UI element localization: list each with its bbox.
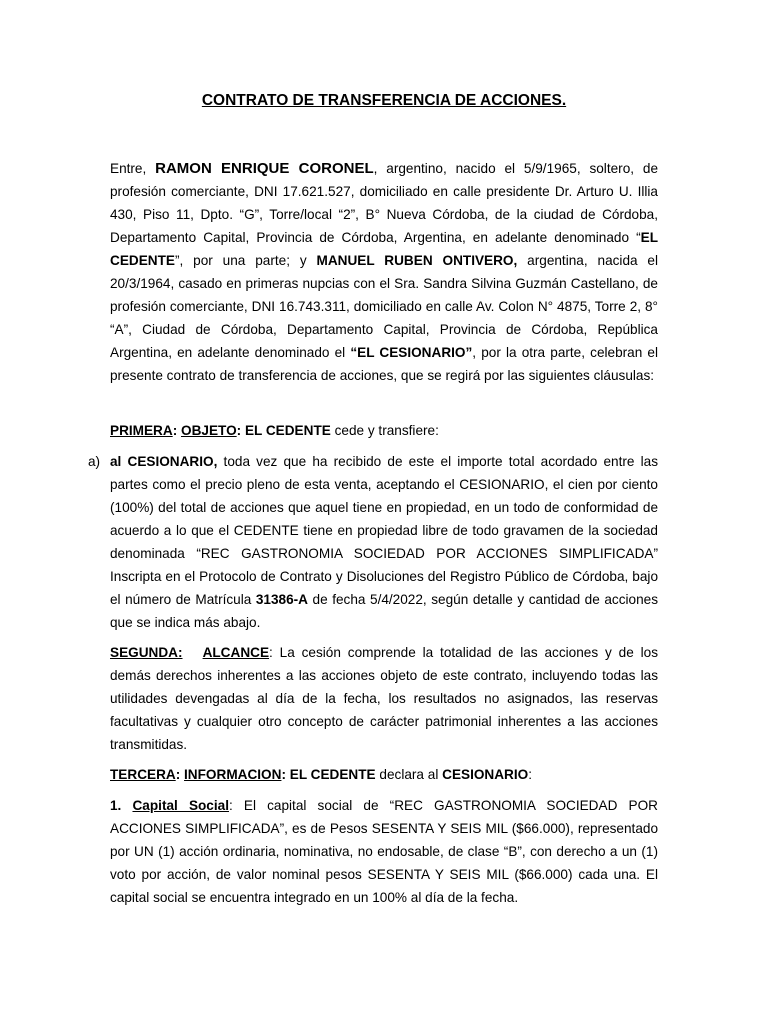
text-segment: ”, por una parte; y bbox=[174, 253, 317, 268]
clause-title: OBJETO bbox=[181, 423, 237, 438]
clause-tercera-heading bbox=[110, 763, 658, 786]
cedente-name: RAMON ENRIQUE CORONEL bbox=[155, 160, 374, 177]
item-title: Capital Social bbox=[132, 798, 229, 813]
matricula-number: 31386-A bbox=[255, 592, 309, 607]
text-segment: CESIONARIO bbox=[442, 767, 529, 782]
cesionario-name: MANUEL RUBEN ONTIVERO, bbox=[316, 253, 518, 268]
list-marker: a) bbox=[88, 454, 101, 469]
text-segment: : EL CEDENTE bbox=[236, 423, 331, 438]
text-segment: declara al bbox=[375, 767, 443, 782]
text-segment: : La cesión comprende la totalidad de las acciones y de los demás derechos inherentes a las acciones objeto de este contrato, incluyendo todas las utilidades devengadas al día de la fecha, los resultados no asignados, las reservas facultativas y cualquier otro concepto de carácter patrimonial inherentes a las acciones transmitidas. bbox=[110, 645, 658, 752]
text-segment: : bbox=[175, 767, 185, 782]
clause-number: TERCERA bbox=[110, 767, 176, 782]
text-segment: : bbox=[172, 423, 181, 438]
text-segment: toda vez que ha recibido de este el importe total acordado entre las partes como el precio pleno de esta venta, aceptando el CESIONARIO, el cien por ciento (100%) del total de acciones que aquel tiene en propiedad, en un todo de conformidad de acuerdo a lo que el CEDENTE tiene en propiedad libre de todo gravamen de la sociedad denominada “REC GASTRONOMIA SOCIEDAD POR ACCIONES SIMPLIFICADA” Inscripta en el Protocolo de Contrato y Disoluciones del Registro Público de Córdoba, bajo el número de Matrícula bbox=[110, 454, 659, 607]
text-segment: Entre, bbox=[110, 161, 156, 176]
item-number: 1. bbox=[110, 798, 133, 813]
text-segment: de fecha 5/4/2022, según detalle y cantidad de acciones que se indica más abajo. bbox=[110, 592, 658, 630]
clause-segunda bbox=[110, 641, 658, 756]
text-segment: : El capital social de “REC GASTRONOMIA SOCIEDAD POR ACCIONES SIMPLIFICADA”, es de Pesos SESENTA Y SEIS MIL ($66.000), representado por UN (1) acción ordinaria, nominativa, no endosable, de clase “B”, con derecho a un (1) voto por acción, de valor nominal pesos SESENTA Y SEIS MIL ($66.000) cada una. El capital social se encuentra integrado en un 100% al día de la fecha. bbox=[110, 798, 658, 905]
clause-title: ALCANCE bbox=[202, 645, 270, 660]
clause-title: INFORMACION bbox=[184, 767, 282, 782]
text-segment bbox=[183, 645, 203, 660]
text-segment: al CESIONARIO, bbox=[110, 454, 218, 469]
clause-number: SEGUNDA: bbox=[110, 645, 183, 660]
text-segment: cede y transfiere: bbox=[330, 423, 439, 438]
text-segment: , argentino, nacido el 5/9/1965, soltero, de profesión comerciante, DNI 17.621.527, domiciliado en calle presidente Dr. Arturo U. Illia 430, Piso 11, Dpto. “G”, Torre/local “2”, B° Nueva Córdoba, de la ciudad de Córdoba, Departamento Capital, Provincia de Córdoba, Argentina, en adelante denominado “ bbox=[110, 161, 658, 245]
paragraph-parties bbox=[110, 157, 658, 387]
clause-primera-heading bbox=[110, 419, 658, 442]
clause-number: PRIMERA bbox=[110, 423, 173, 438]
cesionario-term: “EL CESIONARIO” bbox=[350, 345, 473, 360]
text-segment: , por la otra parte, celebran el presente contrato de transferencia de acciones, que se regirá por las siguientes cláusulas: bbox=[110, 345, 659, 383]
cedente-term: EL CEDENTE bbox=[110, 230, 658, 268]
text-segment: : bbox=[528, 767, 533, 782]
document-title: CONTRATO DE TRANSFERENCIA DE ACCIONES. bbox=[201, 92, 567, 109]
text-segment: : EL CEDENTE bbox=[281, 767, 376, 782]
capital-social-paragraph bbox=[110, 794, 658, 909]
clause-primera-item-a bbox=[110, 450, 658, 634]
text-segment: argentina, nacida el 20/3/1964, casado en primeras nupcias con el Sra. Sandra Silvina Guzmán Castellano, de profesión comerciante, DNI 16.743.311, domiciliado en calle Av. Colon N° 4875, Torre 2, 8° “A”, Ciudad de Córdoba, Departamento Capital, Provincia de Córdoba, República Argentina, en adelante denominado el bbox=[110, 253, 659, 360]
